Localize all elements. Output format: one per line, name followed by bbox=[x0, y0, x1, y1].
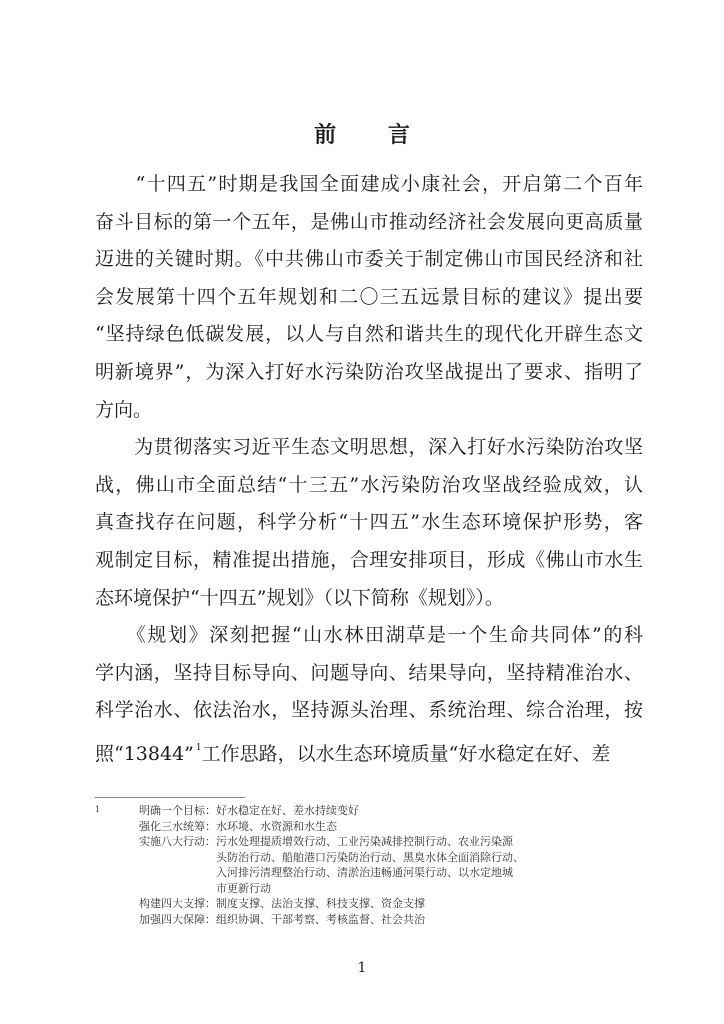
body-line: 《规划》深刻把握“山水林田湖草是一个生命共同体”的科 bbox=[95, 624, 643, 647]
footnote-row: 实施八大行动： 污水处理提质增效行动、工业污染减排控制行动、农业污染源 bbox=[139, 835, 513, 848]
body-line: “坚持绿色低碳发展，以人与自然和谐共生的现代化开辟生态文 bbox=[95, 323, 643, 346]
body-line: 迈进的关键时期。《中共佛山市委关于制定佛山市国民经济和社 bbox=[95, 248, 643, 271]
footnote-continuation: 头防治行动、船舶港口污染防治行动、黑臭水体全面消除行动、 bbox=[216, 850, 524, 864]
page-title: 前 言 bbox=[314, 122, 432, 148]
body-line: 会发展第十四个五年规划和二〇三五远景目标的建议》提出要 bbox=[95, 285, 643, 308]
body-line: “十四五”时期是我国全面建成小康社会，开启第二个百年 bbox=[95, 173, 643, 195]
body-line: 观制定目标，精准提出措施，合理安排项目，形成《佛山市水生 bbox=[95, 548, 643, 571]
body-line: 奋斗目标的第一个五年，是佛山市推动经济社会发展向更高质量 bbox=[95, 210, 643, 233]
footnote-continuation: 市更新行动 bbox=[216, 881, 271, 895]
body-line: 为贯彻落实习近平生态文明思想，深入打好水污染防治攻坚 bbox=[95, 436, 643, 459]
body-line: 战，佛山市全面总结“十三五”水污染防治攻坚战经验成效，认 bbox=[95, 473, 643, 496]
footnote-mark: 1 bbox=[95, 805, 101, 814]
body-line: 态环境保护“十四五”规划》（以下简称《规划》）。 bbox=[95, 586, 504, 609]
body-line: 方向。 bbox=[95, 398, 153, 421]
body-line: 真查找存在问题，科学分析“十四五”水生态环境保护形势，客 bbox=[95, 511, 643, 534]
body-line: 照“13844” $^1$工作思路，以水生态环境质量“好水稳定在好、差 bbox=[95, 742, 611, 765]
footnote-continuation: 入河排污清理整治行动、清淤治违畅通河渠行动、以水定地城 bbox=[216, 866, 513, 879]
footnote-row: 构建四大支撑： 制度支撑、法治支撑、科技支撑、资金支撑 bbox=[139, 897, 425, 910]
footnote-row: 强化三水统筹： 水环境、水资源和水生态 bbox=[139, 819, 337, 833]
footnote-row: 1 明确一个目标： 好水稳定在好、差水持续变好 bbox=[95, 804, 359, 817]
body-line: 科学治水、依法治水，坚持源头治理、系统治理、综合治理，按 bbox=[95, 699, 643, 722]
footnote bbox=[95, 803, 615, 927]
body-line: 学内涵，坚持目标导向、问题导向、结果导向，坚持精准治水、 bbox=[95, 661, 643, 684]
body-text bbox=[95, 166, 643, 768]
footnote-reference[interactable]: 1 bbox=[195, 742, 202, 753]
footnote-divider bbox=[95, 797, 245, 798]
footnote-row: 加强四大保障： 组织协调、干部考察、考核监督、社会共治 bbox=[139, 912, 425, 926]
body-line: 明新境界”，为深入打好水污染防治攻坚战提出了要求、指明了 bbox=[95, 360, 643, 383]
page-number: 1 bbox=[357, 960, 367, 976]
